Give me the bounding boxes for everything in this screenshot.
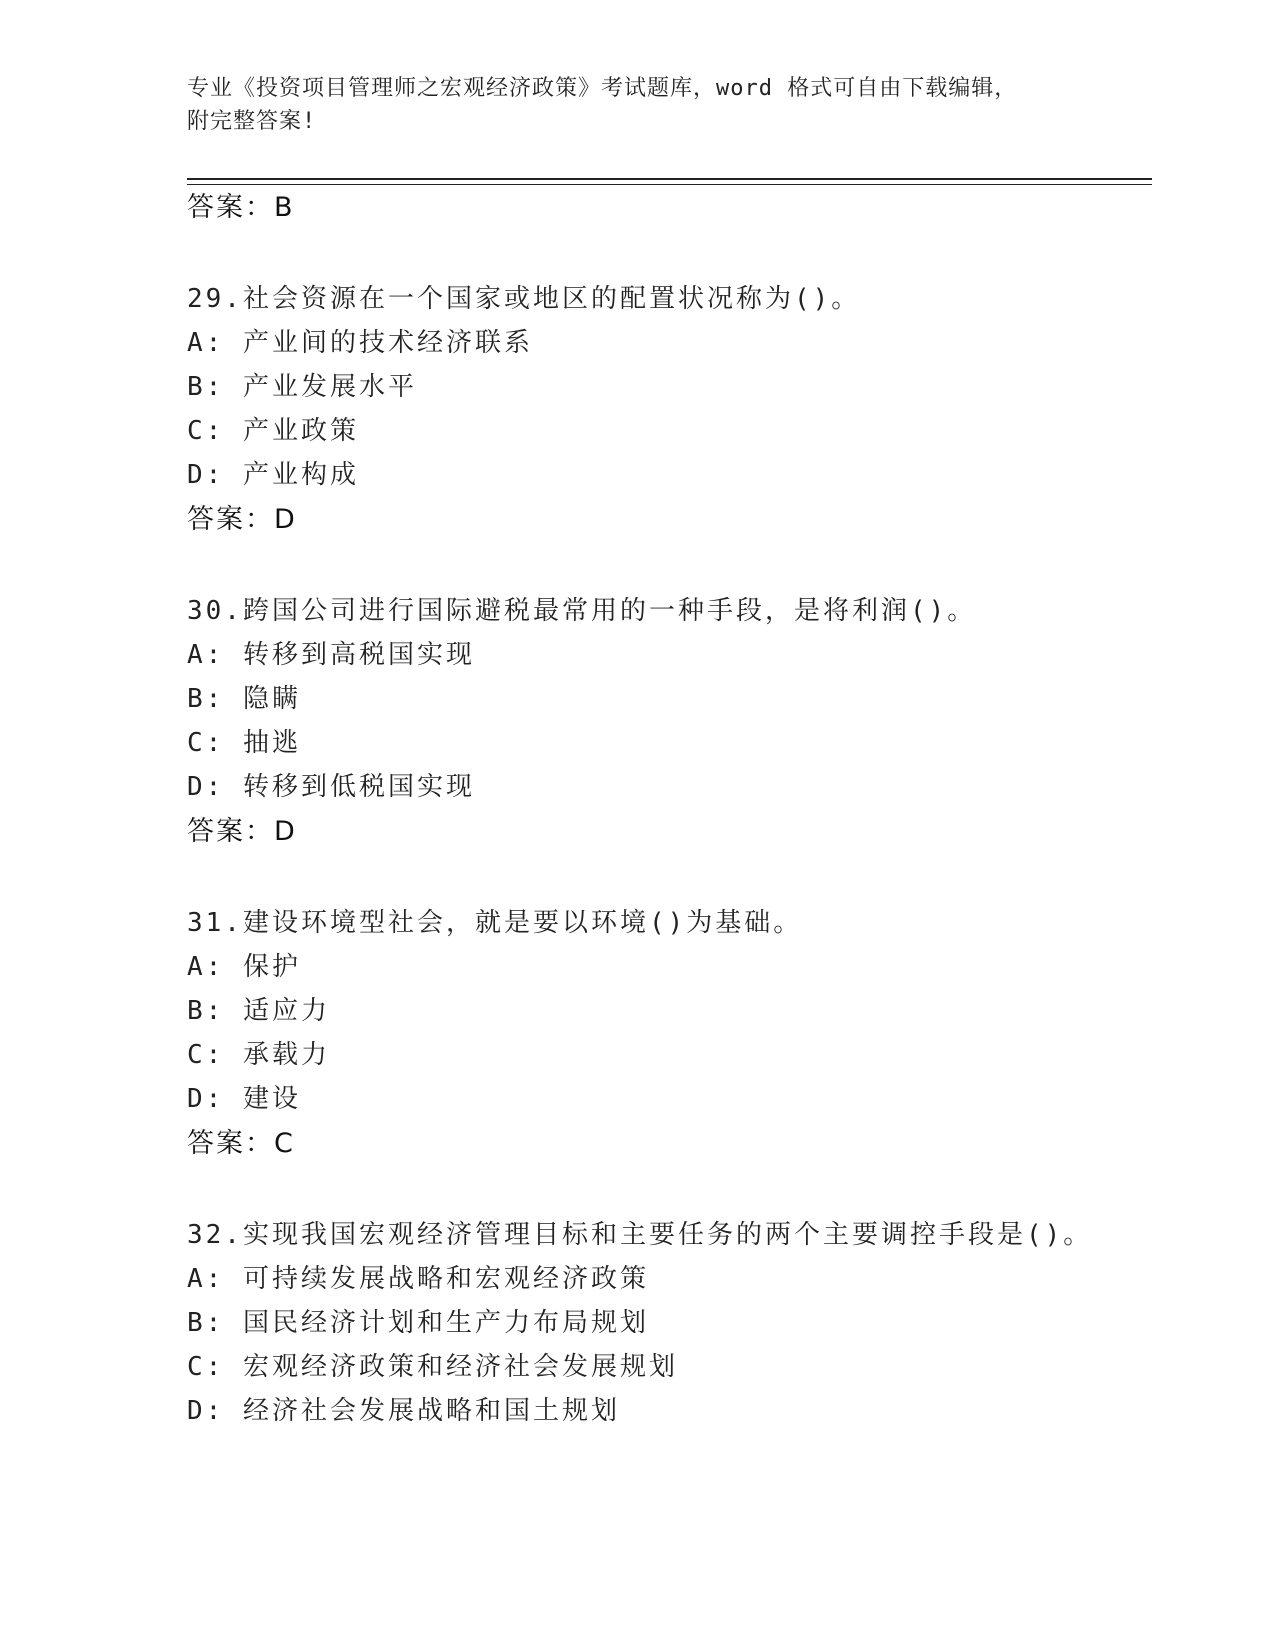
header-line-1: 专业《投资项目管理师之宏观经济政策》考试题库，word 格式可自由下载编辑，: [187, 76, 1018, 101]
header-divider: [187, 178, 1152, 180]
question-stem: 30.跨国公司进行国际避税最常用的一种手段，是将利润()。: [187, 596, 977, 626]
option-a: A: 可持续发展战略和宏观经济政策: [187, 1264, 649, 1294]
option-b: B: 国民经济计划和生产力布局规划: [187, 1308, 649, 1338]
option-d: D: 经济社会发展战略和国土规划: [187, 1396, 620, 1426]
option-d: D: 转移到低税国实现: [187, 772, 475, 802]
option-c: C: 宏观经济政策和经济社会发展规划: [187, 1352, 678, 1382]
option-d: D: 产业构成: [187, 460, 359, 490]
option-b: B: 隐瞒: [187, 684, 301, 714]
header-line-2: 附完整答案!: [187, 109, 317, 134]
option-a: A: 产业间的技术经济联系: [187, 328, 533, 358]
option-c: C: 抽逃: [187, 728, 301, 758]
header-divider-thin: [187, 184, 1152, 185]
answer-line: 答案：D: [187, 504, 297, 535]
answer-line: 答案：B: [187, 192, 295, 223]
question-stem: 32.实现我国宏观经济管理目标和主要任务的两个主要调控手段是()。: [187, 1220, 1093, 1250]
document-header: [187, 72, 1087, 138]
answer-line: 答案：C: [187, 1128, 295, 1159]
option-b: B: 产业发展水平: [187, 372, 417, 402]
question-stem: 31.建设环境型社会，就是要以环境()为基础。: [187, 908, 803, 938]
question-stem: 29.社会资源在一个国家或地区的配置状况称为()。: [187, 284, 861, 314]
option-b: B: 适应力: [187, 996, 330, 1026]
option-a: A: 保护: [187, 952, 301, 982]
answer-line: 答案：D: [187, 816, 297, 847]
option-c: C: 产业政策: [187, 416, 359, 446]
option-c: C: 承载力: [187, 1040, 330, 1070]
option-d: D: 建设: [187, 1084, 301, 1114]
option-a: A: 转移到高税国实现: [187, 640, 475, 670]
